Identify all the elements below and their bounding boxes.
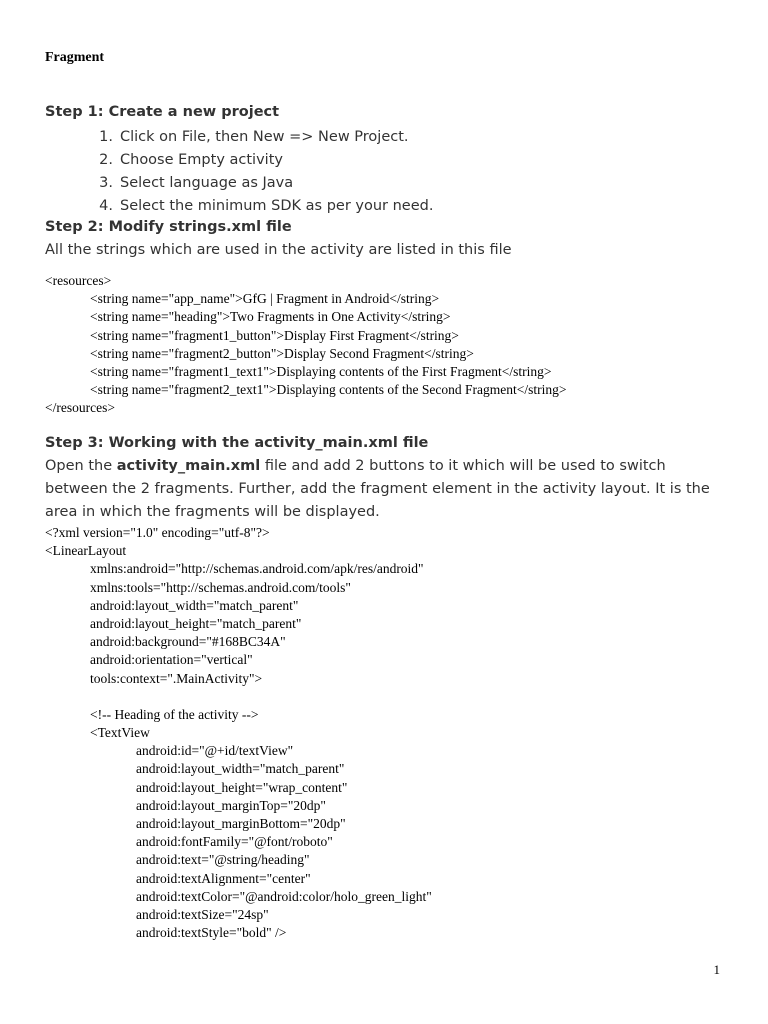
list-item: 2. Choose Empty activity	[99, 152, 283, 168]
code-line: <string name="fragment2_text1">Displaying contents of the Second Fragment</string>	[90, 382, 567, 398]
code-line: <string name="fragment1_button">Display First Fragment</string>	[90, 327, 459, 343]
code-line: <LinearLayout	[45, 543, 127, 559]
code-line: android:fontFamily="@font/roboto"	[136, 834, 333, 850]
code-line: <string name="app_name">GfG | Fragment in Android</string>	[90, 291, 440, 307]
step3-description-line1: Open the activity_main.xml file and add 2 buttons to it which will be used to switch	[45, 458, 666, 474]
code-line: android:layout_width="match_parent"	[136, 761, 345, 777]
code-line: tools:context=".MainActivity">	[90, 670, 263, 686]
list-item: 3. Select language as Java	[99, 175, 294, 191]
code-line: android:textSize="24sp"	[136, 906, 269, 922]
step3-description-line2: between the 2 fragments. Further, add the fragment element in the activity layout. It is the	[45, 481, 710, 497]
code-line: android:textAlignment="center"	[136, 870, 311, 886]
code-line: android:textColor="@android:color/holo_green_light"	[136, 888, 432, 904]
code-line: android:id="@+id/textView"	[136, 743, 294, 759]
code-line	[45, 688, 432, 706]
code-line: <!-- Heading of the activity -->	[90, 706, 259, 722]
code-line: android:layout_marginTop="20dp"	[136, 797, 326, 813]
activity-main-filename: activity_main.xml	[116, 458, 261, 474]
code-line: <string name="heading">Two Fragments in One Activity</string>	[90, 309, 451, 325]
code-line: android:layout_width="match_parent"	[90, 597, 299, 613]
code-line: <resources>	[45, 273, 112, 288]
code-line: <string name="fragment1_text1">Displaying contents of the First Fragment</string>	[90, 363, 552, 379]
step2-heading: Step 2: Modify strings.xml file	[45, 219, 292, 235]
code-line: xmlns:tools="http://schemas.android.com/tools"	[90, 579, 351, 595]
code-line: android:layout_marginBottom="20dp"	[136, 816, 346, 831]
document-title: Fragment	[45, 50, 105, 65]
code-line: xmlns:android="http://schemas.android.com/apk/res/android"	[90, 561, 424, 577]
list-item: 1. Click on File, then New => New Project.	[99, 129, 409, 145]
code-line: android:layout_height="match_parent"	[90, 615, 302, 631]
code-line: android:layout_height="wrap_content"	[136, 779, 348, 795]
step1-list	[45, 127, 433, 219]
step1-heading: Step 1: Create a new project	[45, 104, 280, 120]
step3-heading: Step 3: Working with the activity_main.xml file	[45, 435, 429, 451]
step3-description-line3: area in which the fragments will be displayed.	[45, 504, 380, 520]
activity-main-xml-code	[45, 524, 432, 942]
code-line: <TextView	[90, 725, 150, 741]
code-line: <?xml version="1.0" encoding="utf-8"?>	[45, 525, 270, 540]
code-line: android:text="@string/heading"	[136, 852, 310, 868]
code-line: android:background="#168BC34A"	[90, 634, 286, 650]
code-line: <string name="fragment2_button">Display Second Fragment</string>	[90, 345, 474, 361]
code-line: android:textStyle="bold" />	[136, 925, 287, 941]
code-line: </resources>	[45, 400, 115, 416]
code-line: android:orientation="vertical"	[90, 652, 253, 668]
list-item: 4. Select the minimum SDK as per your need.	[99, 198, 434, 214]
strings-xml-code	[45, 272, 567, 418]
step2-description: All the strings which are used in the activity are listed in this file	[45, 242, 512, 258]
page-number: 1	[713, 962, 720, 977]
